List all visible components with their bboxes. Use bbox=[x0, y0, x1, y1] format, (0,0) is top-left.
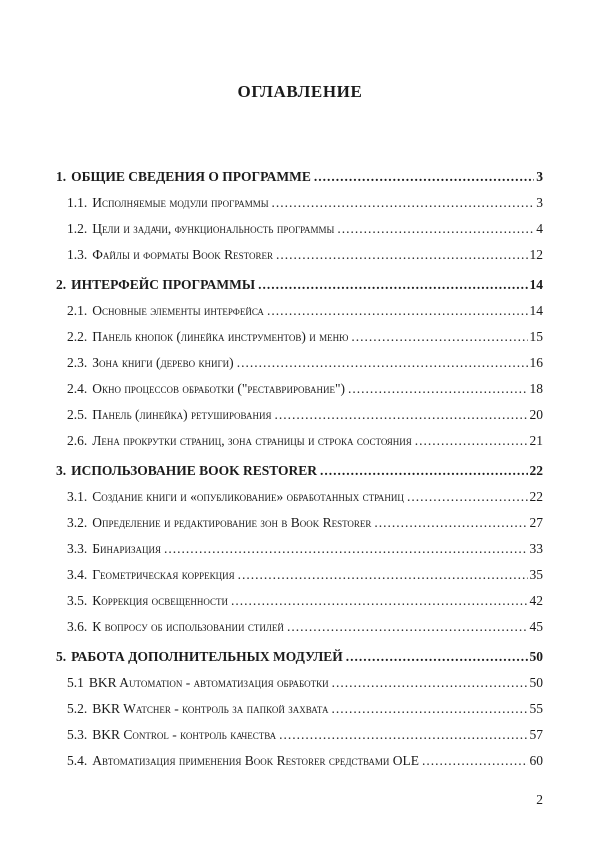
entry-title: Исполняемые модули программы bbox=[92, 195, 269, 210]
entry-number: 1.1. bbox=[67, 195, 88, 210]
dot-leader bbox=[422, 748, 527, 774]
entry-title: Коррекция освещенности bbox=[92, 593, 228, 608]
dot-leader bbox=[346, 644, 528, 670]
entry-title: К вопросу об использовании стилей bbox=[92, 619, 284, 634]
entry-page: 27 bbox=[529, 515, 543, 530]
entry-page: 22 bbox=[529, 463, 543, 478]
toc-entry bbox=[56, 350, 543, 376]
dot-leader bbox=[238, 562, 528, 588]
entry-title: ИНТЕРФЕЙС ПРОГРАММЫ bbox=[71, 277, 256, 292]
entry-page: 4 bbox=[536, 221, 543, 236]
entry-number: 2.2. bbox=[67, 329, 88, 344]
dot-leader bbox=[267, 298, 528, 324]
table-of-contents bbox=[56, 160, 543, 774]
entry-number: 3.2. bbox=[67, 515, 88, 530]
toc-entry bbox=[56, 748, 543, 774]
toc-entry bbox=[56, 484, 543, 510]
dot-leader bbox=[276, 242, 528, 268]
entry-number: 2.6. bbox=[67, 433, 88, 448]
toc-entry bbox=[56, 216, 543, 242]
entry-number: 1.2. bbox=[67, 221, 88, 236]
entry-page: 21 bbox=[529, 433, 543, 448]
toc-entry bbox=[56, 324, 543, 350]
toc-entry bbox=[56, 588, 543, 614]
entry-title: РАБОТА ДОПОЛНИТЕЛЬНЫХ МОДУЛЕЙ bbox=[71, 649, 343, 664]
toc-entry bbox=[56, 722, 543, 748]
entry-title: BKR Watcher - контроль за папкой захвата bbox=[92, 701, 329, 716]
entry-number: 3.1. bbox=[67, 489, 88, 504]
toc-entry-section bbox=[56, 164, 543, 190]
entry-title: Бинаризация bbox=[92, 541, 162, 556]
entry-page: 16 bbox=[529, 355, 543, 370]
dot-leader bbox=[272, 190, 535, 216]
toc-entry bbox=[56, 242, 543, 268]
toc-entry-section bbox=[56, 272, 543, 298]
entry-title: Создание книги и «опубликование» обработанных страниц bbox=[92, 489, 404, 504]
entry-number: 3.3. bbox=[67, 541, 88, 556]
entry-page: 14 bbox=[529, 277, 543, 292]
toc-entry bbox=[56, 298, 543, 324]
entry-page: 35 bbox=[529, 567, 543, 582]
entry-title: ИСПОЛЬЗОВАНИЕ BOOK RESTORER bbox=[71, 463, 317, 478]
dot-leader bbox=[337, 216, 534, 242]
entry-number: 3.5. bbox=[67, 593, 88, 608]
entry-title: BKR Control - контроль качества bbox=[92, 727, 277, 742]
entry-page: 33 bbox=[529, 541, 543, 556]
toc-entry bbox=[56, 536, 543, 562]
toc-entry-section bbox=[56, 644, 543, 670]
entry-page: 42 bbox=[529, 593, 543, 608]
entry-number: 2.5. bbox=[67, 407, 88, 422]
page-title: ОГЛАВЛЕНИЕ bbox=[237, 82, 363, 101]
entry-number: 5.4. bbox=[67, 753, 88, 768]
entry-title: Окно процессов обработки ("реставрирование") bbox=[92, 381, 345, 396]
dot-leader bbox=[164, 536, 527, 562]
dot-leader bbox=[287, 614, 528, 640]
entry-page: 57 bbox=[529, 727, 543, 742]
entry-page: 12 bbox=[529, 247, 543, 262]
entry-page: 14 bbox=[529, 303, 543, 318]
entry-number: 2.4. bbox=[67, 381, 88, 396]
entry-number: 5.2. bbox=[67, 701, 88, 716]
toc-entry bbox=[56, 562, 543, 588]
page-number: 2 bbox=[536, 792, 543, 807]
entry-page: 15 bbox=[529, 329, 543, 344]
dot-leader bbox=[348, 376, 528, 402]
entry-number: 1.3. bbox=[67, 247, 88, 262]
dot-leader bbox=[231, 588, 528, 614]
dot-leader bbox=[415, 428, 528, 454]
toc-entry bbox=[56, 428, 543, 454]
entry-page: 60 bbox=[529, 753, 543, 768]
entry-page: 45 bbox=[529, 619, 543, 634]
entry-page: 20 bbox=[529, 407, 543, 422]
toc-entry bbox=[56, 670, 543, 696]
entry-title: Основные элементы интерфейса bbox=[92, 303, 264, 318]
entry-title: ОБЩИЕ СВЕДЕНИЯ О ПРОГРАММЕ bbox=[71, 169, 311, 184]
dot-leader bbox=[320, 458, 528, 484]
dot-leader bbox=[332, 670, 528, 696]
entry-title: Зона книги (дерево книги) bbox=[92, 355, 234, 370]
entry-number: 3.4. bbox=[67, 567, 88, 582]
dot-leader bbox=[351, 324, 527, 350]
entry-number: 3.6. bbox=[67, 619, 88, 634]
toc-entry bbox=[56, 190, 543, 216]
entry-page: 50 bbox=[529, 675, 543, 690]
entry-title: Файлы и форматы Book Restorer bbox=[92, 247, 273, 262]
entry-title: Цели и задачи, функциональность программы bbox=[92, 221, 335, 236]
dot-leader bbox=[237, 350, 528, 376]
entry-title: BKR Automation - автоматизация обработки bbox=[88, 675, 329, 690]
toc-entry-section bbox=[56, 458, 543, 484]
entry-number: 2. bbox=[56, 277, 67, 292]
entry-page: 22 bbox=[529, 489, 543, 504]
entry-page: 50 bbox=[529, 649, 543, 664]
entry-number: 5.1 bbox=[67, 675, 84, 690]
dot-leader bbox=[407, 484, 528, 510]
entry-number: 2.1. bbox=[67, 303, 88, 318]
entry-title: Панель кнопок (линейка инструментов) и меню bbox=[92, 329, 349, 344]
entry-page: 3 bbox=[536, 169, 543, 184]
entry-page: 18 bbox=[529, 381, 543, 396]
dot-leader bbox=[331, 696, 527, 722]
dot-leader bbox=[275, 402, 528, 428]
toc-entry bbox=[56, 614, 543, 640]
entry-title: Автоматизация применения Book Restorer средствами OLE bbox=[92, 753, 420, 768]
dot-leader bbox=[314, 164, 534, 190]
toc-entry bbox=[56, 696, 543, 722]
entry-title: Панель (линейка) ретуширования bbox=[92, 407, 272, 422]
toc-entry bbox=[56, 510, 543, 536]
entry-number: 2.3. bbox=[67, 355, 88, 370]
entry-title: Лена прокрутки страниц, зона страницы и строка состояния bbox=[92, 433, 412, 448]
dot-leader bbox=[258, 272, 527, 298]
toc-entry bbox=[56, 376, 543, 402]
entry-number: 5. bbox=[56, 649, 67, 664]
entry-page: 3 bbox=[536, 195, 543, 210]
dot-leader bbox=[374, 510, 527, 536]
toc-entry bbox=[56, 402, 543, 428]
entry-title: Геометрическая коррекция bbox=[92, 567, 235, 582]
dot-leader bbox=[279, 722, 527, 748]
entry-number: 5.3. bbox=[67, 727, 88, 742]
entry-page: 55 bbox=[529, 701, 543, 716]
entry-title: Определение и редактирование зон в Book Restorer bbox=[92, 515, 372, 530]
entry-number: 3. bbox=[56, 463, 67, 478]
entry-number: 1. bbox=[56, 169, 67, 184]
